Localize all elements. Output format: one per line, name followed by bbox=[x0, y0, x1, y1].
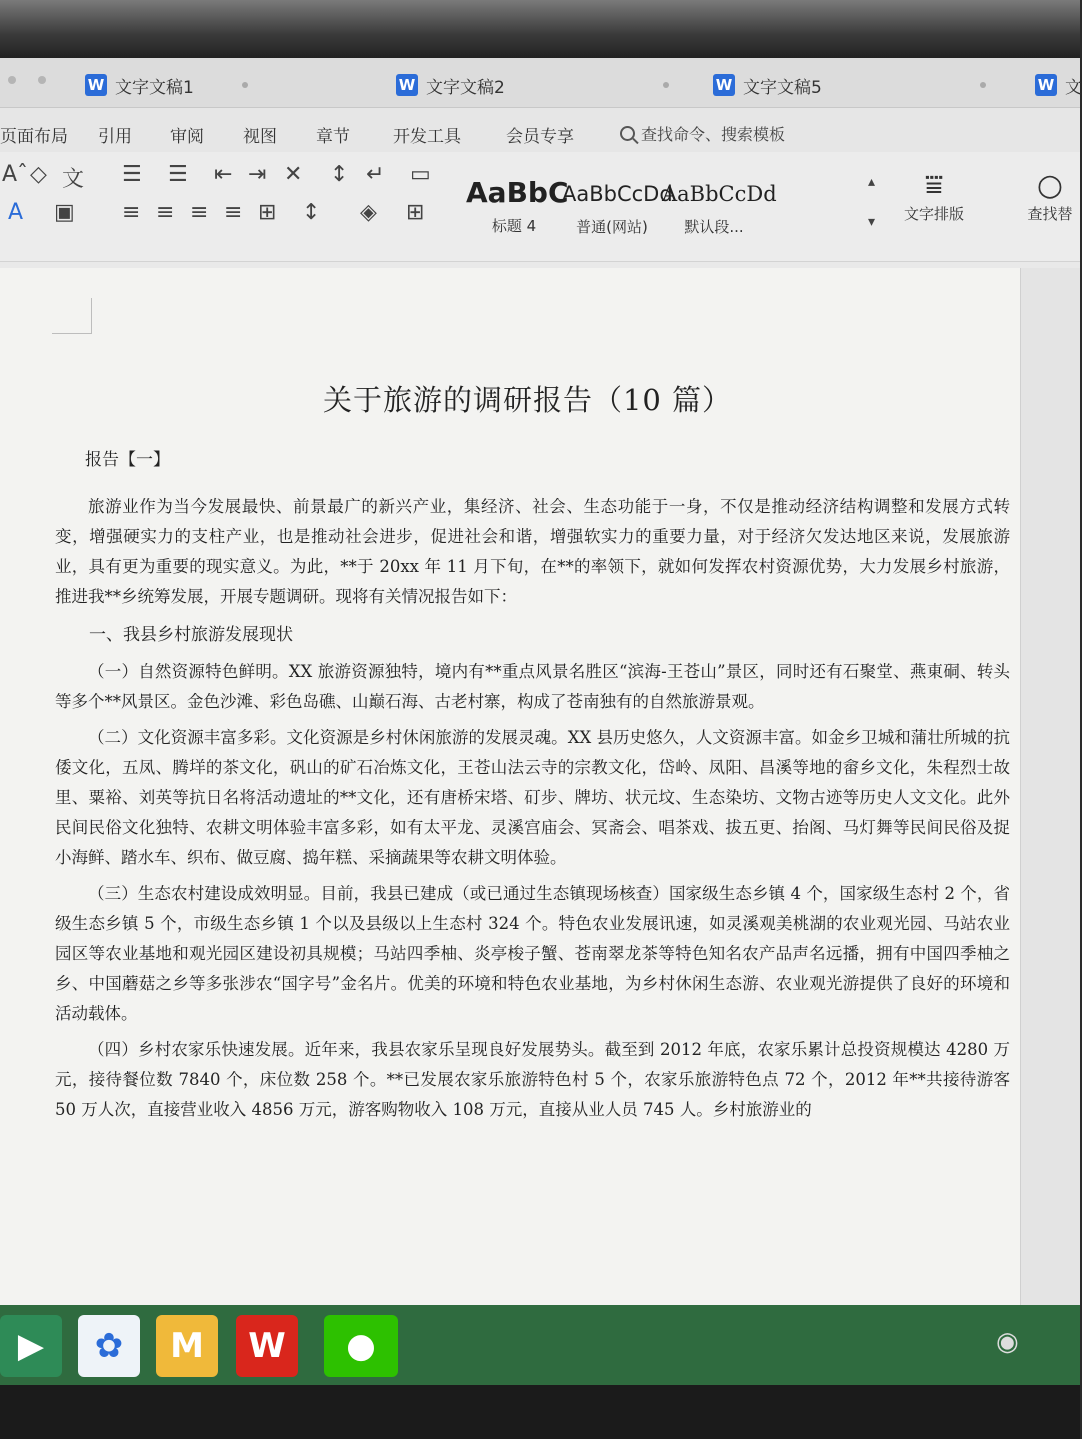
numbered-list-icon[interactable]: ☰ bbox=[168, 162, 188, 187]
baidu-netdisk-icon[interactable]: ✿ bbox=[78, 1315, 140, 1377]
document-title: 关于旅游的调研报告（10 篇） bbox=[322, 383, 733, 417]
align-center-icon[interactable]: ≡ bbox=[156, 200, 175, 225]
menu-page-layout[interactable]: 页面布局 bbox=[0, 127, 68, 147]
align-left-icon[interactable]: ≡ bbox=[122, 200, 141, 225]
decrease-indent-icon[interactable]: ⇤ bbox=[214, 162, 233, 187]
style-default-paragraph[interactable] bbox=[662, 176, 777, 242]
tab-close-icon[interactable] bbox=[980, 82, 986, 88]
find-icon: ○ bbox=[1036, 168, 1064, 203]
phonetic-guide-icon[interactable]: 文 bbox=[62, 167, 85, 192]
report-label: 报告【一】 bbox=[85, 450, 170, 470]
align-right-icon[interactable]: ≡ bbox=[190, 200, 209, 225]
side-pane-strip bbox=[1020, 268, 1080, 1308]
menu-view[interactable]: 视图 bbox=[243, 127, 277, 147]
style-normal-web[interactable] bbox=[562, 176, 673, 242]
ribbon-toolbar bbox=[0, 152, 1080, 262]
text-layout-button[interactable] bbox=[904, 168, 964, 224]
play-app-icon[interactable]: ▶ bbox=[0, 1315, 62, 1377]
font-color-icon[interactable]: A bbox=[8, 200, 24, 225]
line-spacing-icon[interactable]: ↕ bbox=[302, 200, 321, 225]
borders-icon[interactable]: ⊞ bbox=[406, 200, 425, 225]
style-sample: AaBbC bbox=[466, 176, 569, 209]
wps-writer-icon: W bbox=[713, 74, 735, 96]
taskbar bbox=[0, 1305, 1080, 1385]
increase-indent-icon[interactable]: ⇥ bbox=[248, 162, 267, 187]
menu-bar bbox=[0, 108, 1080, 152]
command-search[interactable] bbox=[620, 122, 785, 145]
monitor-bezel-bottom bbox=[0, 1385, 1080, 1439]
tab-label: 文字文稿2 bbox=[426, 77, 505, 98]
style-sample: AaBbCcDd bbox=[662, 182, 777, 206]
paragraph: （四）乡村农家乐快速发展。近年来，我县农家乐呈现良好发展势头。截至到 2012 年底，农家乐累计总投资规模达 4280 万元，接待餐位数 7840 个，床位数 258 个。**已发展农家乐旅游特色村 5 个，农家乐旅游特色点 72 个，2012 年**共接待游客 50 万人次，直接营业收入 4856 万元，游客购物收入 108 万元，直接从业人员 745 人。乡村旅游业的 bbox=[55, 1040, 1010, 1119]
tab-bar bbox=[0, 58, 1080, 108]
distributed-align-icon[interactable]: ⊞ bbox=[258, 200, 277, 225]
find-replace-label: 查找替 bbox=[1027, 205, 1073, 223]
tab-document-5[interactable] bbox=[713, 70, 986, 100]
wechat-icon[interactable]: ● bbox=[324, 1315, 398, 1377]
window-control-dot[interactable] bbox=[8, 76, 16, 84]
menu-member-exclusive[interactable]: 会员专享 bbox=[506, 127, 574, 147]
text-layout-label: 文字排版 bbox=[904, 205, 965, 223]
document-body[interactable] bbox=[55, 378, 1010, 1131]
paragraph-intro: 旅游业作为当今发展最快、前景最广的新兴产业，集经济、社会、生态功能于一身，不仅是推动经济结构调整和发展方式转变，增强硬实力的支柱产业，也是推动社会进步，促进社会和谐，增强软实力的重要力量，对于经济欠发达地区来说，发展旅游业，具有更为重要的现实意义。为此，**于 20xx 年 11 月下旬，在**的率领下，就如何发挥农村资源优势，大力发展乡村旅游，推进我**乡统筹发展，开展专题调研。现将有关情况报告如下： bbox=[55, 497, 1010, 606]
tab-close-icon[interactable] bbox=[663, 82, 669, 88]
shading-icon[interactable]: ◈ bbox=[360, 200, 377, 225]
wps-writer-icon: W bbox=[1035, 74, 1057, 96]
document-page[interactable] bbox=[0, 268, 1020, 1308]
tab-close-icon[interactable] bbox=[242, 82, 248, 88]
bullet-list-icon[interactable]: ☰ bbox=[122, 162, 142, 187]
tab-label: 文字文稿1 bbox=[115, 77, 194, 98]
clear-format-icon[interactable]: ◇ bbox=[30, 162, 47, 187]
char-border-icon[interactable]: ▣ bbox=[54, 200, 75, 225]
command-search-label: 查找命令、搜索模板 bbox=[641, 125, 786, 144]
sort-icon[interactable]: ↕ bbox=[330, 162, 349, 187]
menu-references[interactable]: 引用 bbox=[98, 127, 132, 147]
tab-label: 文 bbox=[1065, 77, 1082, 98]
tab-document-partial[interactable] bbox=[1035, 70, 1082, 100]
font-size-up-icon[interactable]: Aˆ bbox=[2, 162, 29, 187]
style-label: 标题 4 bbox=[491, 217, 537, 235]
monitor-bezel-top bbox=[0, 0, 1080, 58]
page-corner-mark bbox=[52, 298, 92, 334]
find-replace-button[interactable] bbox=[1020, 168, 1080, 224]
tab-document-1[interactable] bbox=[85, 70, 248, 100]
style-label: 普通(网站) bbox=[576, 218, 648, 236]
menu-developer-tools[interactable]: 开发工具 bbox=[393, 127, 461, 147]
paragraph: （三）生态农村建设成效明显。目前，我县已建成（或已通过生态镇现场核查）国家级生态乡镇 4 个，国家级生态村 2 个，省级生态乡镇 5 个，市级生态乡镇 1 个以及县级以上生态村 324 个。特色农业发展讯速，如灵溪观美桃湖的农业观光园、马站农业园区等农业基地和观光园区建设初具规模；马站四季柚、炎亭梭子蟹、苍南翠龙茶等特色知名农产品声名远播，拥有中国四季柚之乡、中国蘑菇之乡等多张涉农“国字号”金名片。优美的环境和特色农业基地，为乡村休闲生态游、农业观光游提供了良好的环境和活动载体。 bbox=[55, 884, 1010, 1023]
text-layout-icon: ⩸ bbox=[924, 168, 944, 203]
wps-writer-icon: W bbox=[396, 74, 418, 96]
section-heading: 一、我县乡村旅游发展现状 bbox=[89, 625, 293, 645]
wps-writer-icon: W bbox=[85, 74, 107, 96]
tab-label: 文字文稿5 bbox=[743, 77, 822, 98]
styles-scroll-up-icon[interactable]: ▴ bbox=[868, 174, 876, 190]
menu-review[interactable]: 审阅 bbox=[170, 127, 204, 147]
paragraph: （一）自然资源特色鲜明。XX 旅游资源独特，境内有**重点风景名胜区“滨海-王苍山”景区，同时还有石聚堂、燕東硐、转头等多个**风景区。金色沙滩、彩色岛礁、山巅石海、古老村寨，构成了苍南独有的自然旅游景观。 bbox=[55, 662, 1010, 711]
paragraph: （二）文化资源丰富多彩。文化资源是乡村休闲旅游的发展灵魂。XX 县历史悠久，人文资源丰富。如金乡卫城和蒲壮所城的抗倭文化，五凤、腾垟的茶文化，矾山的矿石冶炼文化，王苍山法云寺的宗教文化，岱岭、凤阳、昌溪等地的畲乡文化，朱程烈士故里、粟裕、刘英等抗日名将活动遗址的**文化，还有唐桥宋塔、矴步、牌坊、状元坟、生态染坊、文物古迹等历史人文文化。此外民间民俗文化独特、农耕文明体验丰富多彩，如有太平龙、灵溪宫庙会、冥斋会、唱茶戏、拔五更、抬阁、马灯舞等民间民俗及捉小海鲜、踏水车、织布、做豆腐、捣年糕、采摘蔬果等农耕文明体验。 bbox=[55, 728, 1010, 867]
menu-chapter[interactable]: 章节 bbox=[316, 127, 350, 147]
m-app-icon[interactable]: M bbox=[156, 1315, 218, 1377]
tab-document-2[interactable] bbox=[396, 70, 669, 100]
style-heading-4[interactable] bbox=[466, 176, 569, 242]
chinese-layout-icon[interactable]: ✕ bbox=[284, 162, 303, 187]
screen bbox=[0, 58, 1080, 1308]
styles-more-icon[interactable]: ▾ bbox=[868, 214, 876, 230]
style-label: 默认段... bbox=[684, 218, 744, 236]
wps-office-icon[interactable]: W bbox=[236, 1315, 298, 1377]
search-icon bbox=[620, 126, 635, 141]
tray-eye-icon[interactable]: ◉ bbox=[996, 1327, 1019, 1357]
window-control-dot[interactable] bbox=[38, 76, 46, 84]
text-box-icon[interactable]: ▭ bbox=[410, 162, 431, 187]
justify-icon[interactable]: ≡ bbox=[224, 200, 243, 225]
show-marks-icon[interactable]: ↵ bbox=[366, 162, 385, 187]
style-sample: AaBbCcDd bbox=[562, 182, 673, 206]
